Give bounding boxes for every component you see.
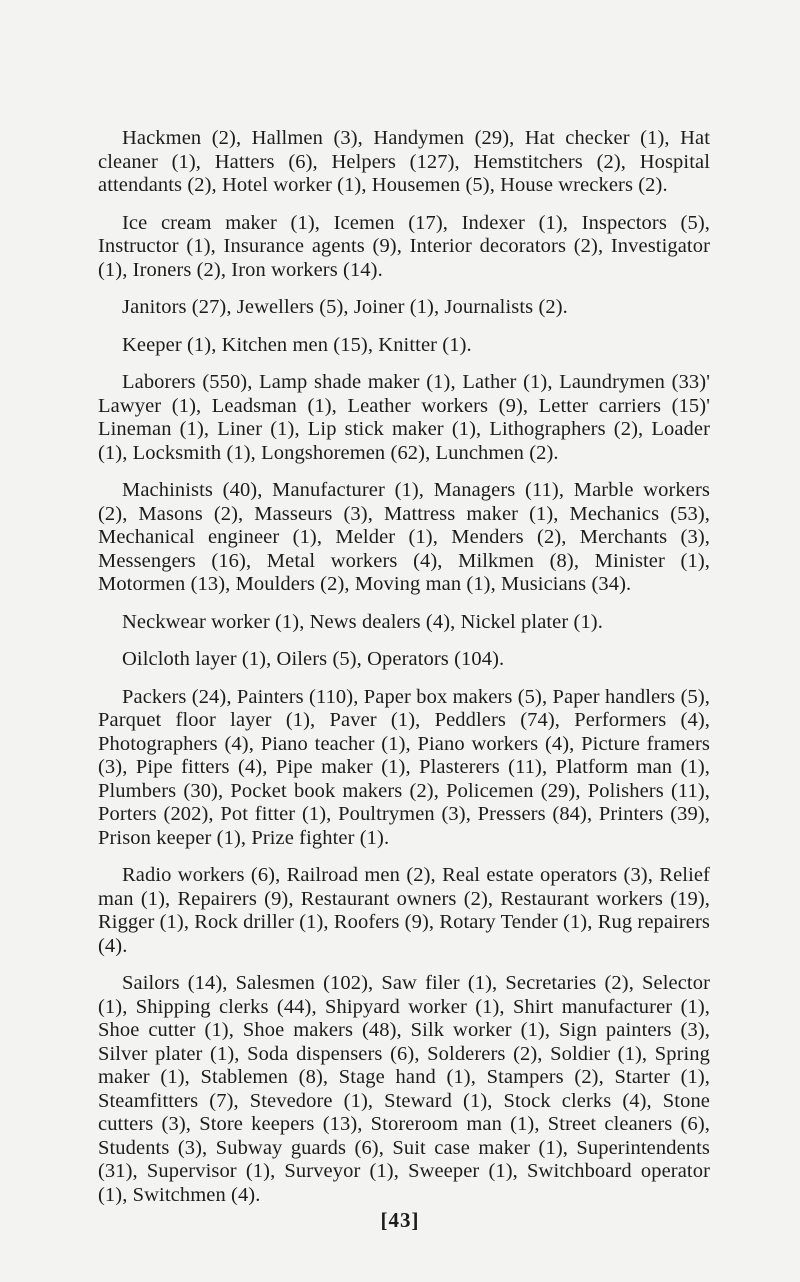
paragraph-n: Neckwear worker (1), News dealers (4), Nickel plater (1).	[122, 610, 603, 633]
paragraph-o: Oilcloth layer (1), Oilers (5), Operators (104).	[122, 648, 505, 670]
paragraph-m: Machinists (40), Manufacturer (1), Managers (11), Marble workers (2), Masons (2), Masseurs (3), Mattress maker (1), Mechanics (53), Mechanical engineer (1), Melder (1), Menders (2), Merchants (3), Messengers (16), Metal workers (4), Milkmen (8), Minister (1), Motormen (13), Moulders (2), Moving man (1), Musicians (34).	[98, 479, 710, 595]
paragraph-r: Radio workers (6), Railroad men (2), Real estate operators (3), Relief man (1), Repairers (9), Restaurant owners (2), Restaurant workers (19), Rigger (1), Rock driller (1), Roofers (9), Rotary Tender (1), Rug repairers (4).	[98, 864, 710, 957]
paragraph-p: Packers (24), Painters (110), Paper box makers (5), Paper handlers (5), Parquet floor layer (1), Paver (1), Peddlers (74), Performers (4), Photographers (4), Piano teacher (1), Piano workers (4), Picture framers (3), Pipe fitters (4), Pipe maker (1), Plasterers (11), Platform man (1), Plumbers (30), Pocket book makers (2), Policemen (29), Polishers (11), Porters (202), Pot fitter (1), Poultrymen (3), Pressers (84), Printers (39), Prison keeper (1), Prize fighter (1).	[98, 685, 710, 849]
paragraph-j: Janitors (27), Jewellers (5), Joiner (1), Journalists (2).	[122, 296, 568, 318]
paragraph-h: Hackmen (2), Hallmen (3), Handymen (29), Hat checker (1), Hat cleaner (1), Hatters (6), Helpers (127), Hemstitchers (2), Hospital attendants (2), Hotel worker (1), Housemen (5), House wreckers (2).	[98, 127, 710, 196]
paragraph-i: Ice cream maker (1), Icemen (17), Indexer (1), Inspectors (5), Instructor (1), Insurance agents (9), Interior decorators (2), Investigator (1), Ironers (2), Iron workers (14).	[98, 211, 710, 281]
paragraph-k: Keeper (1), Kitchen men (15), Knitter (1).	[122, 333, 472, 356]
occupations-list	[98, 127, 710, 1221]
paragraph-s: Sailors (14), Salesmen (102), Saw filer (1), Secretaries (2), Selector (1), Shipping clerks (44), Shipyard worker (1), Shirt manufacturer (1), Shoe cutter (1), Shoe makers (48), Silk worker (1), Sign painters (3), Silver plater (1), Soda dispensers (6), Solderers (2), Soldier (1), Spring maker (1), Stablemen (8), Stage hand (1), Stampers (2), Starter (1), Steamfitters (7), Stevedore (1), Steward (1), Stock clerks (4), Stone cutters (3), Store keepers (13), Storeroom man (1), Street cleaners (6), Students (3), Subway guards (6), Suit case maker (1), Superintendents (31), Supervisor (1), Surveyor (1), Sweeper (1), Switchboard operator (1), Switchmen (4).	[98, 972, 710, 1206]
paragraph-l: Laborers (550), Lamp shade maker (1), Lather (1), Laundrymen (33)' Lawyer (1), Leadsman (1), Leather workers (9), Letter carriers (15)' Lineman (1), Liner (1), Lip stick maker (1), Lithographers (2), Loader (1), Locksmith (1), Longshoremen (62), Lunchmen (2).	[98, 371, 710, 464]
page-number: [43]	[380, 1208, 420, 1232]
